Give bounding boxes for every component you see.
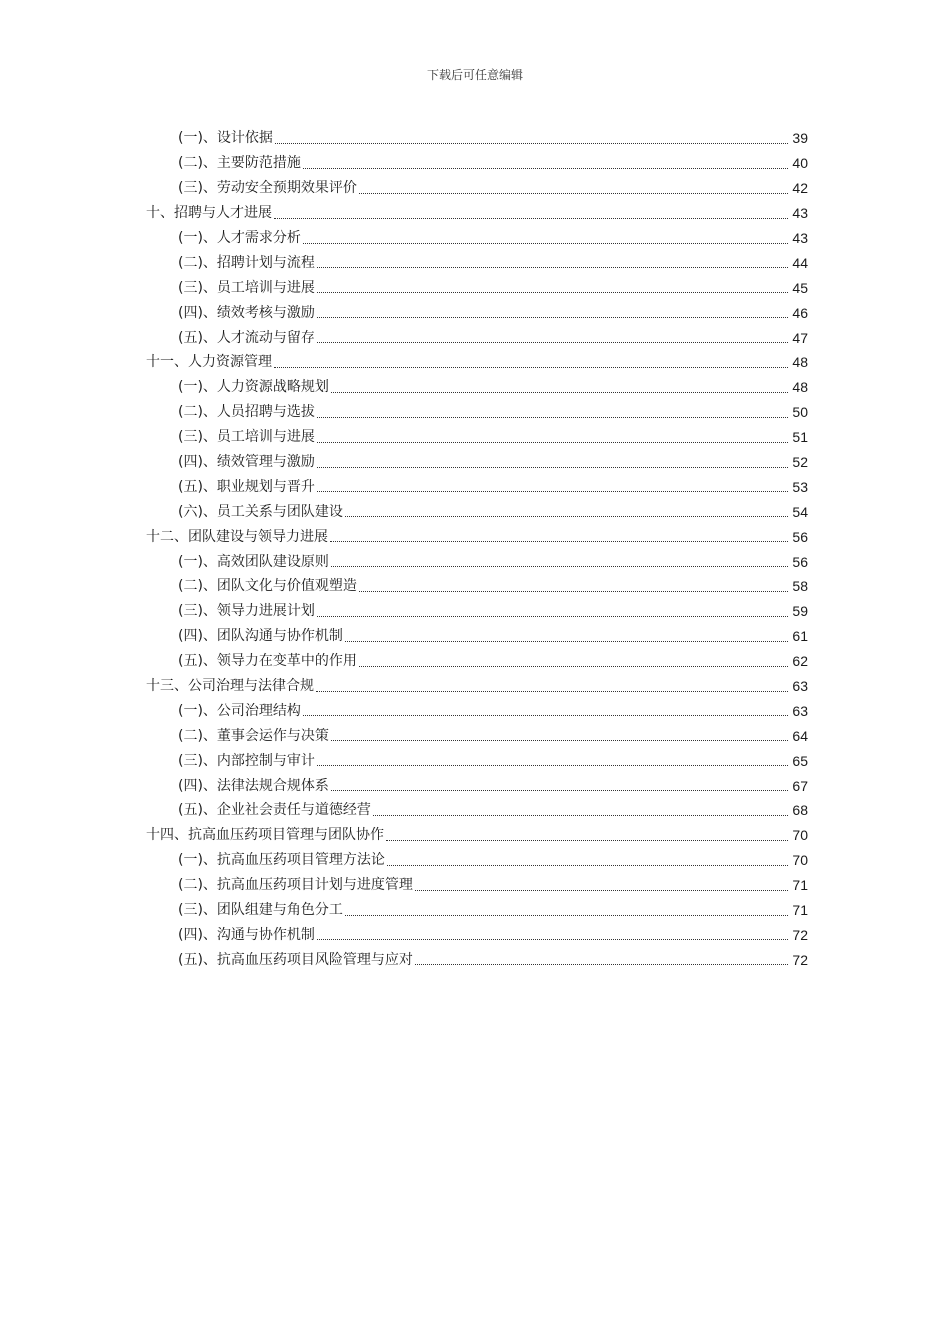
toc-page-number: 63 [792,678,808,695]
toc-entry-title: 十三、公司治理与法律合规 [146,678,314,695]
toc-page-number: 43 [792,205,808,222]
toc-page-number: 59 [792,603,808,620]
toc-entry-title: (四)、绩效管理与激励 [178,454,315,471]
toc-section-entry[interactable] [146,126,808,151]
toc-dot-leader [345,641,788,642]
toc-page-number: 71 [792,877,808,894]
toc-section-entry[interactable] [146,226,808,251]
toc-dot-leader [317,267,788,268]
toc-page-number: 52 [792,454,808,471]
toc-chapter-entry[interactable] [146,823,808,848]
toc-page-number: 67 [792,777,808,794]
toc-entry-title: (一)、人力资源战略规划 [178,379,329,396]
toc-page-number: 47 [792,329,808,346]
toc-entry-title: (三)、内部控制与审计 [178,752,315,769]
toc-entry-title: (二)、董事会运作与决策 [178,727,329,744]
toc-dot-leader [415,964,788,965]
toc-dot-leader [317,765,788,766]
toc-section-entry[interactable] [146,425,808,450]
toc-dot-leader [386,840,788,841]
toc-entry-title: (二)、抗高血压药项目计划与进度管理 [178,877,413,894]
toc-dot-leader [415,890,788,891]
toc-dot-leader [331,392,788,393]
page-header: 下载后可任意编辑 [426,68,523,82]
toc-dot-leader [331,566,788,567]
toc-entry-title: (六)、员工关系与团队建设 [178,503,343,520]
toc-entry-title: (一)、抗高血压药项目管理方法论 [178,852,385,869]
toc-entry-title: (一)、设计依据 [178,130,273,147]
toc-page-number: 62 [792,653,808,670]
toc-section-entry[interactable] [146,599,808,624]
toc-page-number: 56 [792,553,808,570]
toc-chapter-entry[interactable] [146,524,808,549]
toc-section-entry[interactable] [146,300,808,325]
toc-dot-leader [331,740,788,741]
toc-chapter-entry[interactable] [146,201,808,226]
toc-dot-leader [275,143,788,144]
toc-entry-title: (一)、高效团队建设原则 [178,553,329,570]
toc-page-number: 65 [792,752,808,769]
toc-entry-title: (一)、人才需求分析 [178,230,301,246]
toc-section-entry[interactable] [146,947,808,972]
toc-section-entry[interactable] [146,649,808,674]
toc-entry-title: (五)、抗高血压药项目风险管理与应对 [178,951,413,968]
toc-page-number: 45 [792,279,808,296]
toc-page-number: 53 [792,478,808,495]
toc-section-entry[interactable] [146,748,808,773]
toc-dot-leader [317,491,788,492]
toc-entry-title: 十二、团队建设与领导力进展 [146,528,328,545]
toc-page-number: 72 [792,951,808,968]
toc-entry-title: (二)、人员招聘与选拔 [178,404,315,421]
toc-dot-leader [331,790,788,791]
toc-entry-title: (三)、员工培训与进展 [178,429,315,446]
toc-entry-title: (三)、劳动安全预期效果评价 [178,180,357,197]
toc-page-number: 56 [792,528,808,545]
toc-entry-title: (四)、绩效考核与激励 [178,304,315,321]
toc-section-entry[interactable] [146,723,808,748]
toc-entry-title: (五)、职业规划与晋升 [178,478,315,495]
toc-entry-title: (三)、员工培训与进展 [178,279,315,296]
toc-section-entry[interactable] [146,151,808,176]
toc-dot-leader [303,168,788,169]
toc-entry-title: 十、招聘与人才进展 [146,205,272,222]
toc-section-entry[interactable] [146,898,808,923]
toc-page-number: 51 [792,429,808,446]
toc-section-entry[interactable] [146,798,808,823]
toc-dot-leader [317,467,788,468]
toc-page-number: 43 [792,230,808,246]
table-of-contents [146,126,808,972]
toc-dot-leader [359,193,788,194]
toc-dot-leader [317,442,788,443]
toc-dot-leader [274,218,788,219]
toc-dot-leader [317,342,788,343]
toc-entry-title: (二)、主要防范措施 [178,155,301,172]
toc-section-entry[interactable] [146,549,808,574]
toc-page-number: 42 [792,180,808,197]
toc-section-entry[interactable] [146,176,808,201]
toc-dot-leader [317,616,788,617]
toc-section-entry[interactable] [146,325,808,350]
toc-entry-title: (二)、团队文化与价值观塑造 [178,578,357,595]
toc-entry-title: (三)、领导力进展计划 [178,603,315,620]
toc-dot-leader [359,666,788,667]
toc-page-number: 58 [792,578,808,595]
toc-section-entry[interactable] [146,848,808,873]
toc-page-number: 48 [792,354,808,371]
toc-dot-leader [317,417,788,418]
toc-chapter-entry[interactable] [146,674,808,699]
toc-dot-leader [317,292,788,293]
toc-dot-leader [330,541,788,542]
toc-page-number: 64 [792,727,808,744]
toc-page-number: 48 [792,379,808,396]
toc-section-entry[interactable] [146,698,808,723]
toc-page-number: 70 [792,827,808,844]
toc-entry-title: (三)、团队组建与角色分工 [178,902,343,919]
toc-chapter-entry[interactable] [146,350,808,375]
toc-entry-title: (五)、领导力在变革中的作用 [178,653,357,670]
toc-dot-leader [317,939,788,940]
toc-page-number: 70 [792,852,808,869]
toc-page-number: 46 [792,304,808,321]
toc-entry-title: (五)、企业社会责任与道德经营 [178,802,371,819]
toc-section-entry[interactable] [146,450,808,475]
toc-page-number: 54 [792,503,808,520]
toc-entry-title: (四)、法律法规合规体系 [178,777,329,794]
toc-dot-leader [345,516,788,517]
toc-entry-title: (五)、人才流动与留存 [178,329,315,346]
toc-dot-leader [317,317,788,318]
toc-section-entry[interactable] [146,873,808,898]
toc-section-entry[interactable] [146,250,808,275]
toc-dot-leader [373,815,788,816]
toc-dot-leader [303,715,788,716]
toc-section-entry[interactable] [146,923,808,948]
toc-page-number: 68 [792,802,808,819]
toc-page-number: 39 [792,130,808,147]
toc-dot-leader [359,591,788,592]
toc-page-number: 40 [792,155,808,172]
toc-dot-leader [316,691,788,692]
toc-dot-leader [387,865,788,866]
toc-section-entry[interactable] [146,275,808,300]
toc-page-number: 71 [792,902,808,919]
toc-page-number: 61 [792,628,808,645]
toc-dot-leader [345,915,788,916]
toc-entry-title: (二)、招聘计划与流程 [178,254,315,271]
toc-entry-title: 十四、抗高血压药项目管理与团队协作 [146,827,384,844]
toc-section-entry[interactable] [146,574,808,599]
toc-page-number: 72 [792,926,808,943]
toc-section-entry[interactable] [146,499,808,524]
toc-entry-title: (四)、沟通与协作机制 [178,926,315,943]
toc-section-entry[interactable] [146,474,808,499]
toc-page-number: 44 [792,254,808,271]
toc-dot-leader [303,243,788,244]
toc-dot-leader [274,367,788,368]
toc-entry-title: 十一、人力资源管理 [146,354,272,371]
toc-section-entry[interactable] [146,400,808,425]
toc-page-number: 50 [792,404,808,421]
toc-section-entry[interactable] [146,375,808,400]
toc-section-entry[interactable] [146,773,808,798]
toc-section-entry[interactable] [146,624,808,649]
toc-entry-title: (一)、公司治理结构 [178,702,301,719]
toc-entry-title: (四)、团队沟通与协作机制 [178,628,343,645]
toc-page-number: 63 [792,702,808,719]
